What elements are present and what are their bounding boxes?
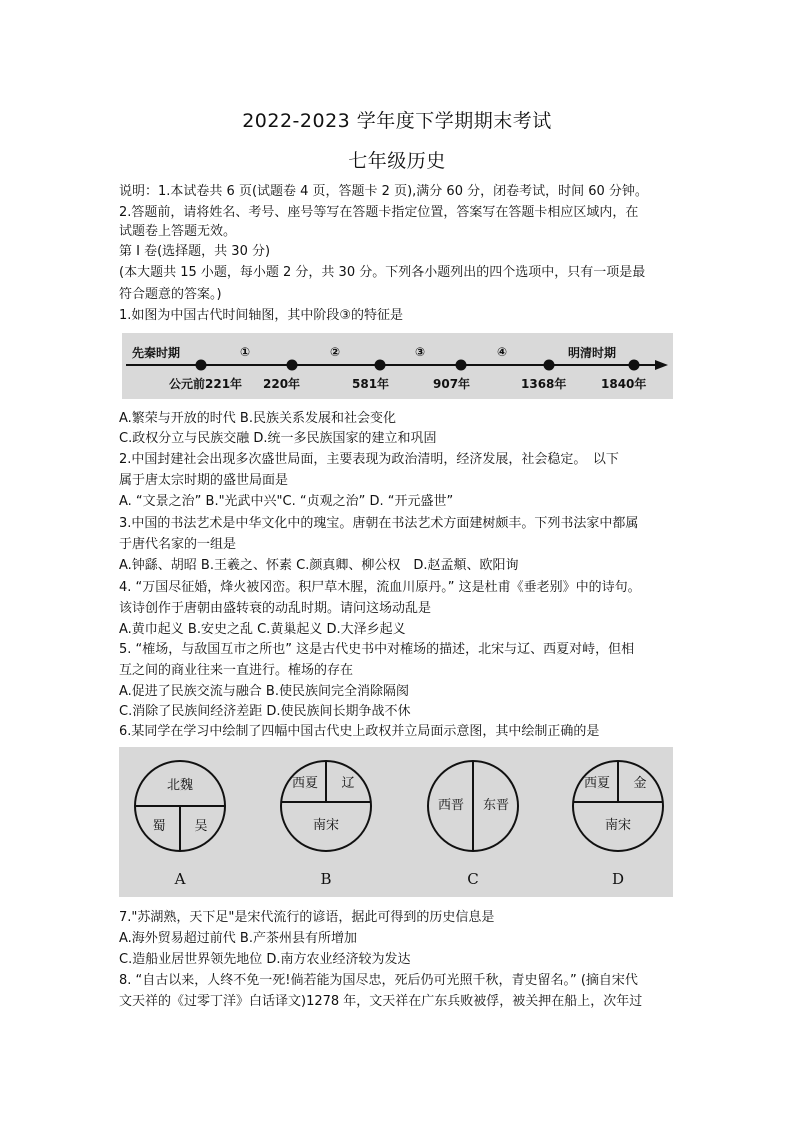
circle-a-letter: A xyxy=(174,870,186,888)
circle-b-letter: B xyxy=(320,870,332,888)
timeline-stage: ③ xyxy=(415,345,426,359)
circle-a-right: 吴 xyxy=(194,819,208,834)
section-heading: 第 I 卷(选择题，共 30 分) xyxy=(119,244,271,259)
timeline-node xyxy=(456,360,467,371)
question-6-stem: 6.某同学在学习中绘制了四幅中国古代史上政权并立局面示意图，其中绘制正确的是 xyxy=(119,724,600,739)
question-4-options: A.黄巾起义 B.安史之乱 C.黄巢起义 D.大泽乡起义 xyxy=(119,622,406,637)
timeline-stage: ① xyxy=(240,345,251,359)
question-1-option: C.政权分立与民族交融 D.统一多民族国家的建立和巩固 xyxy=(119,431,437,446)
timeline-year: 1368年 xyxy=(521,377,567,391)
circle-diagram-c xyxy=(428,761,518,888)
intro-line: 符合题意的答案。) xyxy=(119,287,222,302)
circle-c-letter: C xyxy=(467,870,479,888)
timeline-node xyxy=(287,360,298,371)
circle-c-right: 东晋 xyxy=(482,798,510,813)
timeline-year: 1840年 xyxy=(601,377,647,391)
circle-c-left: 西晋 xyxy=(437,798,465,813)
question-4-stem: 该诗创作于唐朝由盛转衰的动乱时期。请问这场动乱是 xyxy=(119,601,432,616)
intro-line: (本大题共 15 小题，每小题 2 分，共 30 分。下列各小题列出的四个选项中，只有一项是最 xyxy=(119,265,646,280)
timeline-node xyxy=(196,360,207,371)
question-5-option: A.促进了民族交流与融合 B.使民族间完全消除隔阂 xyxy=(119,684,409,699)
intro-line: 说明：1.本试卷共 6 页(试题卷 4 页，答题卡 2 页),满分 60 分，闭卷考试，时间 60 分钟。 xyxy=(119,184,648,199)
question-5-option: C.消除了民族间经济差距 D.使民族间长期争战不休 xyxy=(119,704,411,719)
circle-d-letter: D xyxy=(611,870,625,888)
question-1-option: A.繁荣与开放的时代 B.民族关系发展和社会变化 xyxy=(119,411,396,426)
question-8-stem: 文天祥的《过零丁洋》白话译文)1278 年，文天祥在广东兵败被俘，被关押在船上，次年过 xyxy=(119,994,643,1009)
circle-d-left: 西夏 xyxy=(583,776,611,791)
question-7-stem: 7."苏湖熟，天下足"是宋代流行的谚语，据此可得到的历史信息是 xyxy=(119,910,495,925)
timeline-year: 907年 xyxy=(433,377,471,391)
circle-d-right: 金 xyxy=(633,776,647,791)
timeline-year: 公元前221年 xyxy=(169,377,243,391)
question-7-option: A.海外贸易超过前代 B.产茶州县有所增加 xyxy=(119,931,357,946)
question-2-stem: 2.中国封建社会出现多次盛世局面，主要表现为政治清明，经济发展，社会稳定。 以下 xyxy=(119,452,619,467)
circle-a-top: 北魏 xyxy=(166,778,194,793)
circle-b-right: 辽 xyxy=(341,776,355,791)
exam-title: 2022-2023 学年度下学期期末考试 xyxy=(242,110,552,132)
question-2-options: A. “文景之治” B."光武中兴"C. “贞观之治” D. “开元盛世” xyxy=(119,494,454,509)
timeline-diagram xyxy=(122,333,673,399)
question-5-stem: 互之间的商业往来一直进行。榷场的存在 xyxy=(119,663,354,678)
circle-b-left: 西夏 xyxy=(291,776,319,791)
intro-line: 试题卷上答题无效。 xyxy=(119,224,237,239)
question-7-option: C.造船业居世界领先地位 D.南方农业经济较为发达 xyxy=(119,952,411,967)
question-3-options: A.钟繇、胡昭 B.王羲之、怀素 C.颜真卿、柳公权 D.赵孟頫、欧阳询 xyxy=(119,558,519,573)
timeline-stage: ④ xyxy=(497,345,508,359)
circle-a-left: 蜀 xyxy=(152,819,166,834)
intro-line: 2.答题前，请将姓名、考号、座号等写在答题卡指定位置，答案写在答题卡相应区域内，在 xyxy=(119,205,639,220)
exam-subject: 七年级历史 xyxy=(348,150,446,172)
timeline-year: 581年 xyxy=(352,377,390,391)
timeline-node xyxy=(375,360,386,371)
question-8-stem: 8. “自古以来，人终不免一死!倘若能为国尽忠，死后仍可光照千秋，青史留名。” (摘自宋代 xyxy=(119,973,638,988)
timeline-node xyxy=(544,360,555,371)
circle-diagram-a xyxy=(135,761,225,888)
timeline-end-label: 明清时期 xyxy=(568,346,617,360)
timeline-start-label: 先秦时期 xyxy=(132,346,181,360)
question-4-stem: 4. “万国尽征婚，烽火被冈峦。积尸草木腥，流血川原丹。” 这是杜甫《垂老别》中的诗句。 xyxy=(119,580,641,595)
circle-b-bottom: 南宋 xyxy=(312,818,340,833)
circle-diagram-b xyxy=(281,761,371,888)
question-2-stem: 属于唐太宗时期的盛世局面是 xyxy=(119,473,289,488)
question-3-stem: 3.中国的书法艺术是中华文化中的瑰宝。唐朝在书法艺术方面建树颇丰。下列书法家中都属 xyxy=(119,516,639,531)
question-1-stem: 1.如图为中国古代时间轴图，其中阶段③的特征是 xyxy=(119,308,404,323)
timeline-stage: ② xyxy=(330,345,341,359)
question-3-stem: 于唐代名家的一组是 xyxy=(119,537,237,552)
timeline-node xyxy=(629,360,640,371)
circle-d-bottom: 南宋 xyxy=(604,818,632,833)
regime-circle-diagrams xyxy=(119,747,673,897)
question-5-stem: 5. “榷场，与敌国互市之所也” 这是古代史书中对榷场的描述，北宋与辽、西夏对峙，但相 xyxy=(119,642,635,657)
circle-diagram-d xyxy=(573,761,663,888)
timeline-year: 220年 xyxy=(263,377,301,391)
